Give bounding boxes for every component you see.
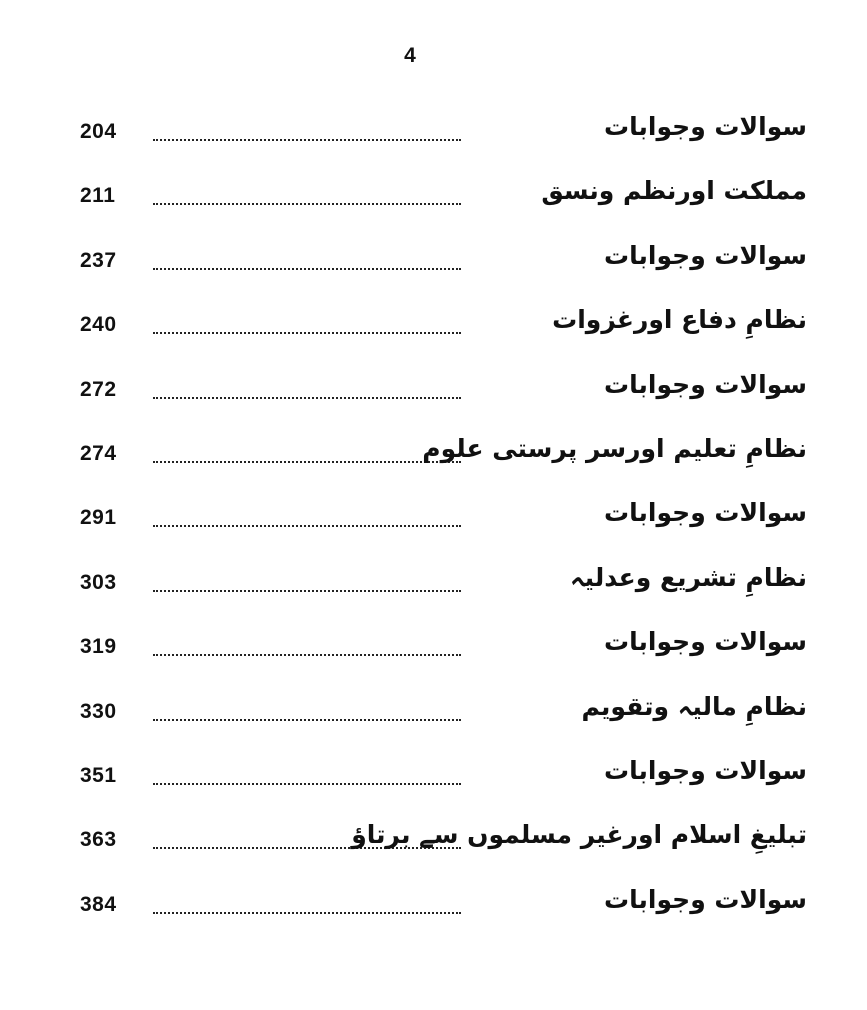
toc-row xyxy=(0,370,867,434)
toc-page-number: 363 xyxy=(80,828,117,852)
toc-title: سوالات وجوابات xyxy=(604,755,807,785)
toc-page-number: 211 xyxy=(80,184,116,208)
toc-page-number: 303 xyxy=(80,570,117,594)
toc-page-number: 274 xyxy=(80,441,117,465)
page-number: 4 xyxy=(404,44,416,67)
toc-dot-leader xyxy=(153,590,461,592)
toc-row xyxy=(0,820,867,884)
toc-title: نظامِ دفاع اورغزوات xyxy=(552,305,807,335)
toc-title: نظامِ مالیہ وتقویم xyxy=(581,691,807,721)
toc-title: سوالات وجوابات xyxy=(604,369,807,399)
toc-page-number: 291 xyxy=(80,506,117,530)
toc-dot-leader xyxy=(153,203,461,205)
toc-dot-leader xyxy=(153,139,461,141)
toc-row xyxy=(0,434,867,498)
toc-row xyxy=(0,305,867,369)
toc-row xyxy=(0,498,867,562)
toc-row xyxy=(0,692,867,756)
toc-row xyxy=(0,563,867,627)
toc-title: سوالات وجوابات xyxy=(604,240,807,270)
toc-page-number: 204 xyxy=(80,120,117,143)
toc-page-number: 272 xyxy=(80,377,117,401)
toc-dot-leader xyxy=(153,912,461,914)
toc-row xyxy=(0,885,867,949)
toc-page-number: 330 xyxy=(80,699,117,723)
toc-dot-leader xyxy=(153,461,461,463)
toc-title: تبلیغِ اسلام اورغیر مسلموں سے برتاؤ xyxy=(351,820,807,850)
toc-row xyxy=(0,627,867,691)
toc-title: سوالات وجوابات xyxy=(604,627,807,657)
toc-title: سوالات وجوابات xyxy=(604,884,807,914)
toc-row xyxy=(0,112,867,176)
toc-row xyxy=(0,756,867,820)
toc-page-number: 351 xyxy=(80,763,117,787)
toc-row xyxy=(0,176,867,240)
toc-dot-leader xyxy=(153,719,461,721)
toc-dot-leader xyxy=(153,783,461,785)
toc-dot-leader xyxy=(153,525,461,527)
toc-page-number: 237 xyxy=(80,248,117,272)
toc-row xyxy=(0,241,867,305)
toc-dot-leader xyxy=(153,268,461,270)
toc-title: مملکت اورنظم ونسق xyxy=(541,176,807,206)
toc-title: نظامِ تعلیم اورسر پرستی علوم xyxy=(422,433,807,463)
toc-page-number: 319 xyxy=(80,635,117,659)
toc-title: نظامِ تشریع وعدلیہ xyxy=(570,562,807,592)
toc-title: سوالات وجوابات xyxy=(604,112,807,141)
toc-dot-leader xyxy=(153,397,461,399)
toc-title: سوالات وجوابات xyxy=(604,498,807,528)
toc-dot-leader xyxy=(153,654,461,656)
toc-dot-leader xyxy=(153,332,461,334)
toc-page-number: 240 xyxy=(80,313,117,337)
table-of-contents xyxy=(0,112,867,949)
toc-page-number: 384 xyxy=(80,892,117,916)
